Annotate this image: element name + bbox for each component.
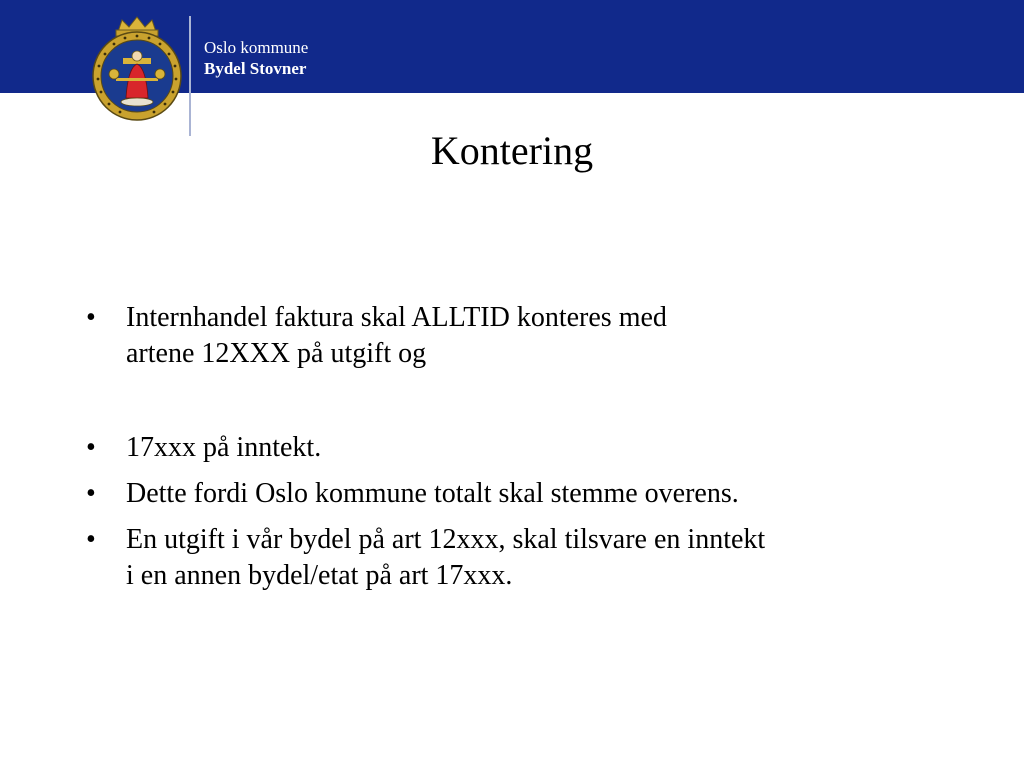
bullet-text-line: En utgift i vår bydel på art 12xxx, skal tilsvare en inntekt	[126, 524, 766, 555]
bullet-text-line: 17xxx på inntekt.	[126, 432, 322, 463]
bullet-item	[86, 300, 946, 372]
bullet-text-line: i en annen bydel/etat på art 17xxx.	[126, 560, 513, 591]
bullet-list	[86, 300, 946, 594]
organization-label	[204, 37, 308, 79]
slide-title: Kontering	[430, 128, 594, 173]
bullet-item	[86, 430, 946, 466]
bullet-text-line: Dette fordi Oslo kommune totalt skal stemme overens.	[126, 478, 739, 509]
bullet-marker: •	[86, 432, 96, 463]
bullet-item	[86, 522, 946, 594]
bullet-marker: •	[86, 478, 96, 509]
bullet-marker: •	[86, 302, 96, 333]
org-name: Oslo kommune	[204, 38, 309, 57]
bullet-item	[86, 476, 946, 512]
header-divider	[189, 16, 191, 136]
oslo-coat-of-arms-logo	[88, 16, 186, 122]
bullet-marker: •	[86, 524, 96, 555]
department-name: Bydel Stovner	[204, 59, 307, 78]
bullet-text-line: Internhandel faktura skal ALLTID konteres med	[126, 302, 667, 333]
bullet-text-line: artene 12XXX på utgift og	[126, 338, 427, 369]
